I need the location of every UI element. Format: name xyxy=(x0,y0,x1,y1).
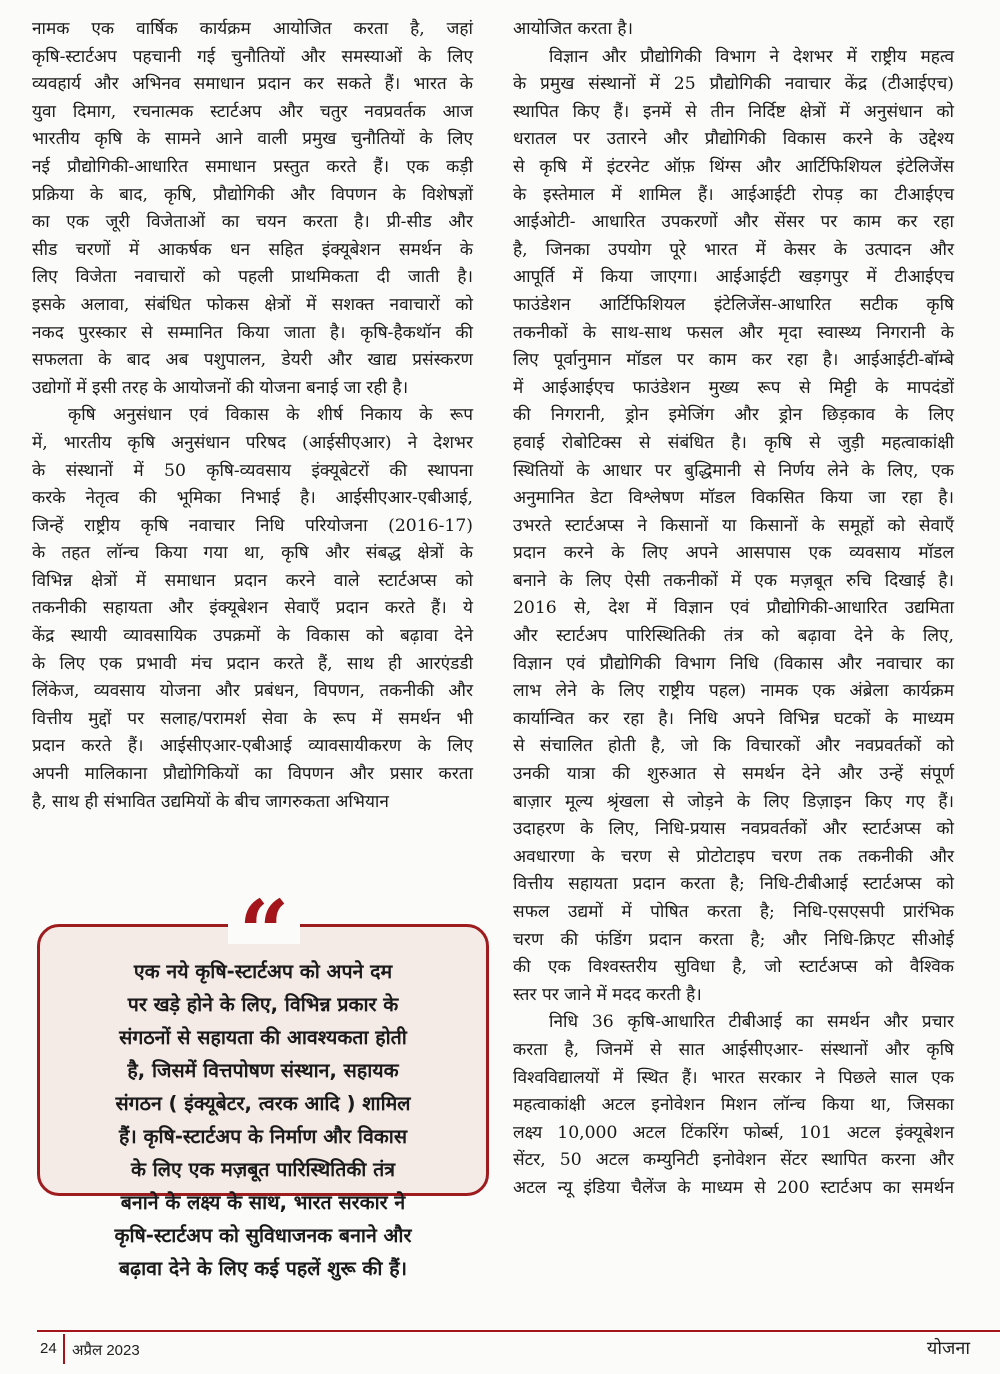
text-line: आयोजित करता है। xyxy=(513,19,634,39)
text-line: तकनीकी सहायता और इंक्यूबेशन सेवाएँ प्रदान करते हैं। ये xyxy=(32,598,473,619)
text-line: करके नेतृत्व की भूमिका निभाई है। आईसीएआर-एबीआई, xyxy=(32,488,473,509)
text-line: उभरते स्टार्टअप्स ने किसानों या किसानों के समूहों को सेवाएँ xyxy=(513,515,954,536)
text-line: आपूर्ति में किया जाएगा। आईआईटी खड़गपुर में टीआईएच xyxy=(513,267,954,288)
footer-rule xyxy=(37,1330,1000,1332)
quote-line: बनाने के लक्ष्य के साथ, भारत सरकार ने xyxy=(120,1191,406,1214)
magazine-name: योजना xyxy=(926,1338,970,1359)
text-line: अटल न्यू इंडिया चैलेंज के माध्यम से 200 स्टार्टअप का समर्थन xyxy=(513,1177,954,1198)
text-line: उदाहरण के लिए, निधि-प्रयास नवप्रवर्तकों और स्टार्टअप्स को xyxy=(513,819,954,840)
quote-line: पर खड़े होने के लिए, विभिन्न प्रकार के xyxy=(127,993,399,1016)
text-line: लिए पूर्वानुमान मॉडल पर काम कर रहा है। आईआईटी-बॉम्बे xyxy=(513,350,954,371)
text-line: और स्टार्टअप पारिस्थितिकी तंत्र को बढ़ावा देने के लिए, xyxy=(513,626,954,647)
page-number: 24 xyxy=(40,1340,57,1357)
text-line: विश्वविद्यालयों में स्थित हैं। भारत सरकार ने पिछले साल एक xyxy=(513,1067,954,1088)
text-line: लक्ष्य 10,000 अटल टिंकरिंग फोर्ब्स, 101 अटल इंक्यूबेशन xyxy=(513,1122,954,1143)
quote-line: बढ़ावा देने के लिए कई पहलें शुरू की हैं। xyxy=(119,1257,407,1280)
quote-line: एक नये कृषि-स्टार्टअप को अपने दम xyxy=(133,960,393,983)
text-line: स्थापित किए हैं। इनमें से तीन निर्दिष्ट क्षेत्रों में अनुसंधान को xyxy=(513,101,954,122)
text-line: के संस्थानों में 50 कृषि-व्यवसाय इंक्यूबेटरों की स्थापना xyxy=(32,460,473,481)
text-line: कृषि-स्टार्टअप पहचानी गई चुनौतियों और समस्याओं के लिए xyxy=(32,46,473,67)
text-line: कृषि अनुसंधान एवं विकास के शीर्ष निकाय के रूप xyxy=(68,405,473,426)
text-line: विज्ञान एवं प्रौद्योगिकी विभाग निधि (विकास और नवाचार का xyxy=(513,653,954,674)
text-line: के तहत लॉन्च किया गया था, कृषि और संबद्ध क्षेत्रों के xyxy=(32,543,473,564)
quote-line: संगठनों से सहायता की आवश्यकता होती xyxy=(119,1026,407,1049)
text-line: अनुमानित डेटा विश्लेषण मॉडल विकसित किया जा रहा है। xyxy=(513,488,954,509)
quote-line: संगठन ( इंक्यूबेटर, त्वरक आदि ) शामिल xyxy=(115,1092,411,1115)
quote-mark-glyph: “ xyxy=(238,880,290,984)
text-line: के इस्तेमाल में शामिल हैं। आईआईटी रोपड़ का टीआईएच xyxy=(513,184,954,205)
text-line: फाउंडेशन आर्टिफिशियल इंटेलिजेंस-आधारित सटीक कृषि xyxy=(513,294,954,315)
pull-quote-text xyxy=(40,955,486,1285)
right-column xyxy=(513,16,954,1203)
text-line: युवा दिमाग, रचनात्मक स्टार्टअप और चतुर नवप्रवर्तक आज xyxy=(32,101,473,122)
text-line: की एक विश्वस्तरीय सुविधा है, जो स्टार्टअप्स को वैश्विक xyxy=(513,957,954,978)
text-line: में, भारतीय कृषि अनुसंधान परिषद (आईसीएआर) ने देशभर xyxy=(32,432,473,453)
text-line: तकनीकों के साथ-साथ फसल और मृदा स्वास्थ्य निगरानी के xyxy=(513,322,954,343)
text-line: हवाई रोबोटिक्स से संबंधित है। कृषि से जुड़ी महत्वाकांक्षी xyxy=(513,432,954,453)
text-line: नामक एक वार्षिक कार्यक्रम आयोजित करता है, जहां xyxy=(32,19,473,39)
text-line: 2016 से, देश में विज्ञान एवं प्रौद्योगिकी-आधारित उद्यमिता xyxy=(513,598,954,619)
text-line: निधि 36 कृषि-आधारित टीबीआई का समर्थन और प्रचार xyxy=(549,1012,954,1033)
text-line: प्रदान करने के लिए अपने आसपास एक व्यवसाय मॉडल xyxy=(513,543,954,564)
text-line: उनकी यात्रा की शुरुआत से समर्थन देने और उन्हें संपूर्ण xyxy=(513,764,954,785)
quote-line: के लिए एक मज़बूत पारिस्थितिकी तंत्र xyxy=(130,1158,396,1181)
text-line: सीड चरणों में आकर्षक धन सहित इंक्यूबेशन समर्थन के xyxy=(32,239,473,260)
quote-line: है, जिसमें वित्तपोषण संस्थान, सहायक xyxy=(127,1059,399,1082)
text-line: है, जिनका उपयोग पूरे भारत में केसर के उत्पादन और xyxy=(513,239,954,260)
text-line: उद्योगों में इसी तरह के आयोजनों की योजना बनाई जा रही है। xyxy=(32,377,409,398)
text-line: प्रक्रिया के बाद, कृषि, प्रौद्योगिकी और विपणन के विशेषज्ञों xyxy=(32,184,473,205)
issue-date: अप्रैल 2023 xyxy=(72,1342,140,1359)
text-line: अपनी मालिकाना प्रौद्योगिकियों का विपणन और प्रसार करता xyxy=(32,764,473,785)
text-line: है, साथ ही संभावित उद्यमियों के बीच जागरुकता अभियान xyxy=(32,791,389,812)
text-line: जिन्हें राष्ट्रीय कृषि नवाचार निधि परियोजना (2016-17) xyxy=(32,515,473,536)
text-line: का एक जूरी विजेताओं का चयन करता है। प्री-सीड और xyxy=(32,212,473,233)
text-line: लिए विजेता नवाचारों को पहली प्राथमिकता दी जाती है। xyxy=(32,267,473,288)
text-line: अवधारणा के चरण से प्रोटोटाइप चरण तक तकनीकी और xyxy=(513,846,954,867)
text-line: लाभ लेने के लिए राष्ट्रीय पहल) नामक एक अंब्रेला कार्यक्रम xyxy=(513,681,954,702)
text-line: सेंटर, 50 अटल कम्युनिटी इनोवेशन सेंटर स्थापित करना और xyxy=(513,1150,954,1171)
text-line: कार्यान्वित कर रहा है। निधि अपने विभिन्न घटकों के माध्यम xyxy=(513,708,954,729)
text-line: विज्ञान और प्रौद्योगिकी विभाग ने देशभर में राष्ट्रीय महत्व xyxy=(549,46,954,67)
text-line: भारतीय कृषि के सामने आने वाली प्रमुख चुनौतियों के लिए xyxy=(32,129,473,150)
quote-line: कृषि-स्टार्टअप को सुविधाजनक बनाने और xyxy=(114,1224,412,1247)
text-line: बाज़ार मूल्य श्रृंखला से जोड़ने के लिए डिज़ाइन किए गए हैं। xyxy=(513,791,954,812)
text-line: से कृषि में इंटरनेट ऑफ़ थिंग्स और आर्टिफिशियल इंटेलिजेंस xyxy=(513,156,954,177)
text-line: के लिए एक प्रभावी मंच प्रदान करते हैं, साथ ही आरएंडडी xyxy=(32,653,473,674)
text-line: में आईआईएच फाउंडेशन मुख्य रूप से मिट्टी के मापदंडों xyxy=(513,377,954,398)
text-line: नकद पुरस्कार से सम्मानित किया जाता है। कृषि-हैकथॉन की xyxy=(32,322,473,343)
text-line: इसके अलावा, संबंधित फोकस क्षेत्रों में सशक्त नवाचारों को xyxy=(32,294,473,315)
text-line: बनाने के लिए ऐसी तकनीकों में एक मज़बूत रुचि दिखाई है। xyxy=(513,570,954,591)
text-line: वित्तीय मुद्दों पर सलाह/परामर्श सेवा के रूप में समर्थन भी xyxy=(32,708,473,729)
text-line: प्रदान करते हैं। आईसीएआर-एबीआई व्यावसायीकरण के लिए xyxy=(32,736,473,757)
quote-mark-icon xyxy=(228,880,300,984)
text-line: नई प्रौद्योगिकी-आधारित समाधान प्रस्तुत करते हैं। एक कड़ी xyxy=(32,156,473,177)
text-line: के प्रमुख संस्थानों में 25 प्रौद्योगिकी नवाचार केंद्र (टीआईएच) xyxy=(513,74,954,95)
text-line: केंद्र स्थायी व्यावसायिक उपक्रमों के विकास को बढ़ावा देने xyxy=(32,626,473,647)
text-line: वित्तीय सहायता प्रदान करता है; निधि-टीबीआई स्टार्टअप्स को xyxy=(513,874,954,895)
text-line: आईओटी- आधारित उपकरणों और सेंसर पर काम कर रहा xyxy=(513,212,954,233)
text-line: स्थितियों के आधार पर बुद्धिमानी से निर्णय लेने के लिए, एक xyxy=(513,460,954,481)
text-line: की निगरानी, ड्रोन इमेजिंग और ड्रोन छिड़काव के लिए xyxy=(513,405,954,426)
footer-separator xyxy=(63,1334,65,1364)
text-line: लिंकेज, व्यवसाय योजना और प्रबंधन, विपणन, तकनीकी और xyxy=(32,681,473,702)
text-line: स्तर पर जाने में मदद करती है। xyxy=(513,984,702,1005)
text-line: महत्वाकांक्षी अटल इनोवेशन मिशन लॉन्च किया था, जिसका xyxy=(513,1095,954,1116)
text-line: सफलता के बाद अब पशुपालन, डेयरी और खाद्य प्रसंस्करण xyxy=(32,350,473,371)
text-line: से संचालित होती है, जो कि विचारकों और नवप्रवर्तकों को xyxy=(513,736,954,757)
quote-line: हैं। कृषि-स्टार्टअप के निर्माण और विकास xyxy=(118,1125,408,1148)
text-line: चरण की फंडिंग प्रदान करता है; और निधि-क्रिएट सीओई xyxy=(513,929,954,950)
text-line: करता है, जिनमें से सात आईसीएआर- संस्थानों और कृषि xyxy=(513,1039,954,1060)
text-line: विभिन्न क्षेत्रों में समाधान प्रदान करने वाले स्टार्टअप्स को xyxy=(32,570,473,591)
text-line: धरातल पर उतारने और प्रौद्योगिकी विकास करने के उद्देश्य xyxy=(513,129,954,150)
text-line: व्यवहार्य और अभिनव समाधान प्रदान कर सकते हैं। भारत के xyxy=(32,74,473,95)
text-line: सफल उद्यमों में पोषित करता है; निधि-एसएसपी प्रारंभिक xyxy=(513,902,954,922)
left-column xyxy=(32,16,473,816)
